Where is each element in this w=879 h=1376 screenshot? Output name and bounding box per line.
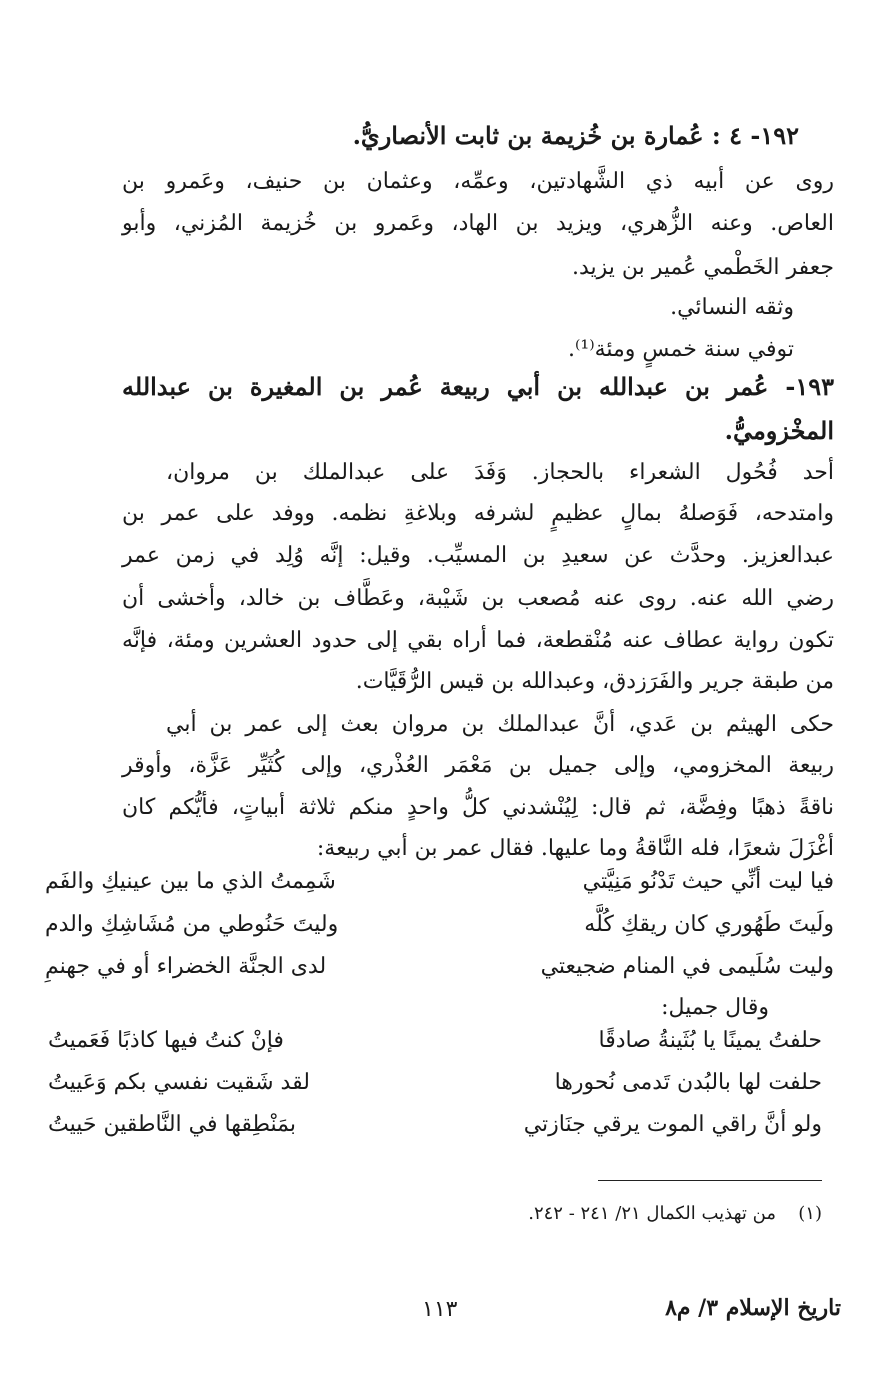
- entry-193-p1-line-2: وامتدحه، فَوَصلهُ بمالٍ عظيمٍ لشرفه وبلاغةِ نظمه. ووفد على عمر بن: [122, 501, 834, 526]
- entry-193-p1-line-5: تكون رواية عطاف عنه مُنْقطعة، فما أراه بقي إلى حدود العشرين ومئة، فإنَّه: [122, 628, 834, 653]
- entry-192-heading: ١٩٢- ٤ : عُمارة بن خُزيمة بن ثابت الأنصاريُّ.: [352, 121, 799, 150]
- entry-193-p2-line-4: أغْزَلَ شعرًا، فله النَّاقةُ وما عليها. فقال عمر بن أبي ربيعة:: [316, 836, 834, 861]
- poem2-verse3-hemistich1: ولو أنَّ راقي الموت يرقي جنَازتي: [523, 1112, 822, 1137]
- poem1-verse1-hemistich2: شَمِمتُ الذي ما بين عينيكِ والفَم: [45, 869, 336, 894]
- poem2-verse1-hemistich1: حلفتُ يمينًا يا بُثَينةُ صادقًا: [598, 1028, 822, 1053]
- entry-193-p2-line-1: حكى الهيثم بن عَدي، أنَّ عبدالملك بن مروان بعث إلى عمر بن أبي: [166, 712, 834, 737]
- entry-193-p1-line-3: عبدالعزيز. وحدَّث عن سعيدِ بن المسيِّب. وقيل: إنَّه وُلِد في زمن عمر: [122, 543, 834, 568]
- entry-193-p2-line-2: ربيعة المخزومي، وإلى جميل بن مَعْمَر العُذْري، وإلى كُثَيِّر عَزَّة، وأوقر: [122, 753, 834, 778]
- entry-193-heading-2: المخْزوميُّ.: [724, 416, 834, 445]
- jamil-intro: وقال جميل:: [661, 995, 769, 1020]
- poem2-verse3-hemistich2: بمَنْطِقها في النَّاطقين حَييتُ: [48, 1112, 296, 1137]
- entry-192-line-2: العاص. وعنه الزُّهري، ويزيد بن الهاد، وعَمرو بن خُزيمة المُزني، وأبو: [122, 211, 834, 236]
- page-number: ١١٣: [422, 1297, 458, 1322]
- entry-192-line-3: جعفر الخَطْمي عُمير بن يزيد.: [572, 255, 834, 280]
- poem2-verse2-hemistich1: حلفت لها بالبُدن تَدمى نُحورها: [554, 1070, 822, 1095]
- book-reference: تاريخ الإسلام ٣/ م٨: [665, 1295, 841, 1321]
- entry-192-line-5: توفي سنة خمسٍ ومئة⁽¹⁾.: [567, 337, 794, 362]
- entry-193-p1-line-6: من طبقة جرير والفَرَزدق، وعبدالله بن قيس الرُّقَيَّات.: [355, 669, 834, 694]
- poem1-verse3-hemistich1: وليت سُلَيمى في المنام ضجيعتي: [540, 954, 834, 979]
- footnote-text: من تهذيب الكمال ٢١/ ٢٤١ - ٢٤٢.: [528, 1203, 776, 1224]
- entry-192-line-1: روى عن أبيه ذي الشَّهادتين، وعمِّه، وعثمان بن حنيف، وعَمرو بن: [122, 169, 834, 194]
- entry-193-p1-line-4: رضي الله عنه. روى عنه مُصعب بن شَيْبة، وعَطَّاف بن خالد، وأخشى أن: [122, 586, 834, 611]
- poem1-verse3-hemistich2: لدى الجنَّة الخضراء أو في جهنمِ: [45, 954, 327, 979]
- footnote-separator: [598, 1180, 822, 1181]
- entry-193-p2-line-3: ناقةً ذهبًا وفِضَّة، ثم قال: لِيُنْشدني كلُّ واحدٍ منكم ثلاثة أبياتٍ، فأيُّكم كان: [122, 795, 834, 820]
- poem1-verse1-hemistich1: فيا ليت أنِّي حيث تَدْنُو مَنِيَّتي: [582, 869, 834, 894]
- poem1-verse2-hemistich1: ولَيتَ طَهُوري كان ريقكِ كُلَّه: [584, 912, 834, 937]
- entry-193-heading-1: ١٩٣- عُمر بن عبدالله بن أبي ربيعة عُمر بن المغيرة بن عبدالله: [122, 372, 834, 401]
- poem2-verse1-hemistich2: فإنْ كنتُ فيها كاذبًا فَعَميتُ: [48, 1028, 284, 1053]
- footnote-marker: (١): [798, 1203, 822, 1224]
- entry-192-line-4: وثقه النسائي.: [670, 295, 794, 320]
- entry-193-p1-line-1: أحد فُحُول الشعراء بالحجاز. وَفَدَ على عبدالملك بن مروان،: [166, 460, 834, 485]
- poem1-verse2-hemistich2: وليتَ حَنُوطي من مُشَاشِكِ والدم: [45, 912, 339, 937]
- poem2-verse2-hemistich2: لقد شَقيت نفسي بكم وَعَييتُ: [48, 1070, 310, 1095]
